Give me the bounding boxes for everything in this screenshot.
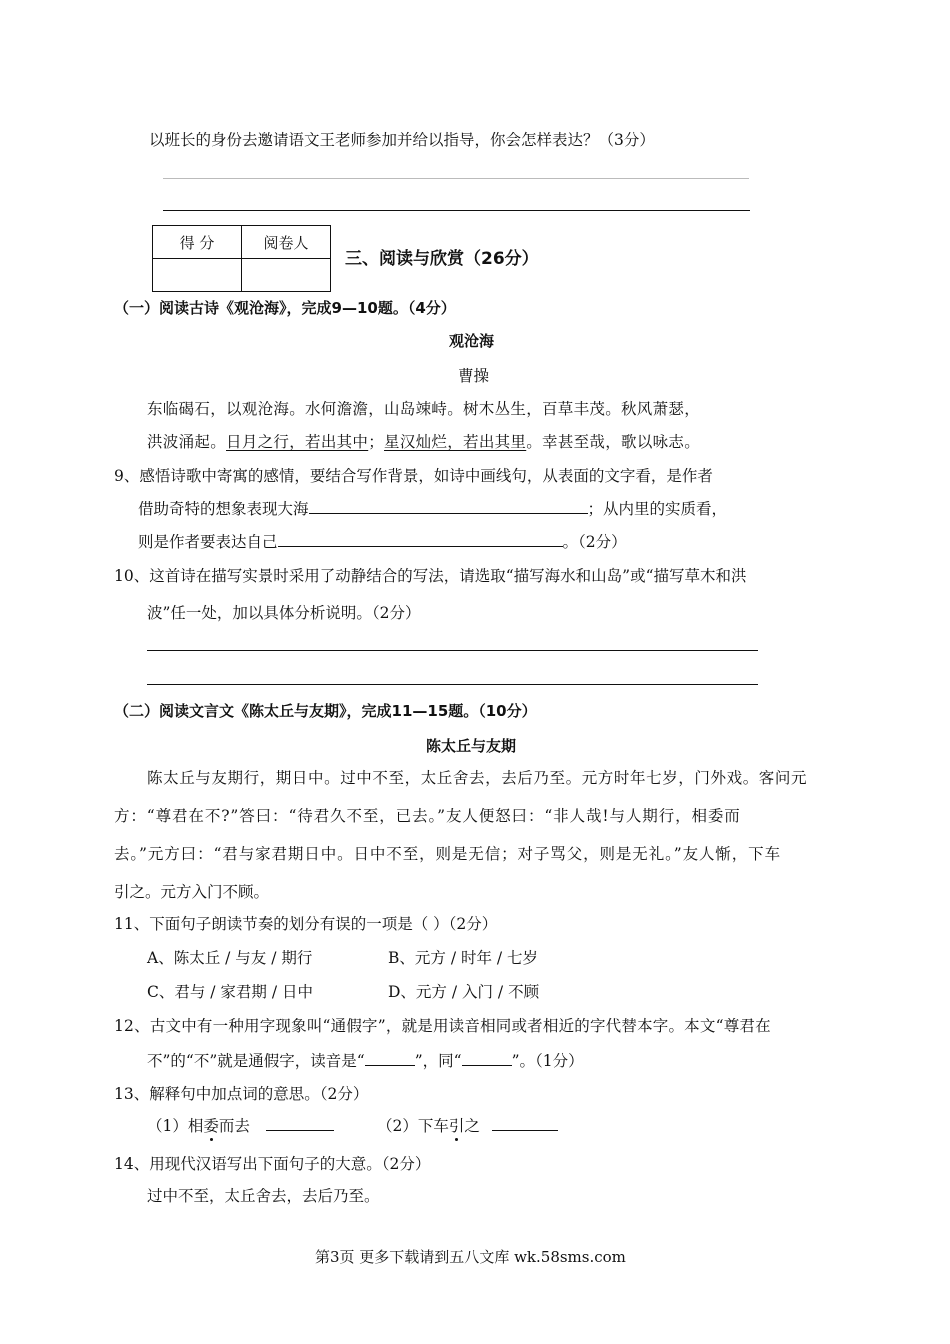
q10-line-1: 10、这首诗在描写实景时采用了动静结合的写法，请选取“描写海水和山岛”或“描写草木和洪: [114, 567, 747, 585]
q13-blank-2[interactable]: [492, 1129, 558, 1131]
q13-item-2-a: （2）下车: [377, 1117, 449, 1135]
poem-line-2-e: 。幸甚至哉，歌以咏志。: [526, 433, 701, 451]
answer-line: [163, 210, 750, 211]
q10-answer-line-1: [147, 650, 758, 651]
q14-sentence: 过中不至，太丘舍去，去后乃至。: [147, 1187, 380, 1205]
q11-option-b[interactable]: B、元方 / 时年 / 七岁: [388, 949, 539, 967]
q9-line-2-a: 借助奇特的想象表现大海: [138, 500, 309, 518]
q12-line-2-c: ”。（1分）: [511, 1052, 584, 1070]
part2-heading: （二）阅读文言文《陈太丘与友期》，完成11—15题。（10分）: [114, 702, 537, 720]
text-title: 陈太丘与友期: [426, 737, 517, 755]
page-footer: 第3页 更多下载请到五八文库 wk.58sms.com: [315, 1248, 626, 1266]
q13-item-1: [147, 1114, 334, 1136]
q9-blank-1[interactable]: [309, 512, 588, 514]
q9-line-3-b: 。（2分）: [562, 533, 627, 551]
q11: 11、下面句子朗读节奏的划分有误的一项是（ ）（2分）: [114, 915, 498, 933]
q13-blank-1[interactable]: [266, 1129, 334, 1131]
q12-line-2: [147, 1049, 584, 1071]
q13-item-1-c: 而去: [218, 1117, 250, 1135]
q9-line-3-a: 则是作者要表达自己: [138, 533, 278, 551]
part1-heading: （一）阅读古诗《观沧海》，完成9—10题。（4分）: [114, 299, 456, 317]
q10-line-2: 波”任一处，加以具体分析说明。（2分）: [147, 604, 421, 622]
para-line-1: 陈太丘与友期行，期日中。过中不至，太丘舍去，去后乃至。元方时年七岁，门外戏。客问元: [147, 769, 808, 787]
q13-item-2: [377, 1114, 558, 1136]
para-line-2: 方：“尊君在不?”答曰：“待君久不至，已去。”友人便怒曰：“非人哉!与人期行，相委而: [114, 807, 741, 825]
poem-line-2-c: ；: [368, 433, 385, 451]
para-line-3: 去。”元方曰：“君与家君期日中。日中不至，则是无信；对子骂父，则是无礼。”友人惭，下车: [114, 845, 781, 863]
poem-line-1: 东临碣石，以观沧海。水何澹澹，山岛竦峙。树木丛生，百草丰茂。秋风萧瑟，: [147, 400, 701, 418]
poem-author: 曹操: [458, 367, 490, 385]
q12-blank-pronunciation[interactable]: [365, 1064, 415, 1066]
q13: 13、解释句中加点词的意思。（2分）: [114, 1085, 369, 1103]
score-table: [152, 225, 331, 292]
intro-question: 以班长的身份去邀请语文王老师参加并给以指导，你会怎样表达？（3分）: [149, 131, 655, 149]
q11-option-d[interactable]: D、元方 / 入门 / 不顾: [388, 983, 540, 1001]
score-cell: [153, 259, 242, 292]
q9-line-2-b: ；从内里的实质看，: [587, 500, 728, 518]
score-header: 得 分: [153, 226, 242, 259]
q9-line-1: 9、感悟诗歌中寄寓的感情，要结合写作背景，如诗中画线句，从表面的文字看，是作者: [114, 467, 713, 485]
q12-blank-character[interactable]: [462, 1064, 512, 1066]
q11-option-a[interactable]: A、陈太丘 / 与友 / 期行: [147, 949, 313, 967]
answer-line-faint: [163, 178, 749, 179]
q9-line-3: [138, 530, 627, 552]
dotted-word-wei: 委: [203, 1117, 219, 1135]
grader-header: 阅卷人: [242, 226, 331, 259]
underlined-line-1: 日月之行，若出其中: [226, 433, 369, 451]
dotted-word-yin: 引: [448, 1117, 465, 1135]
q12-line-2-a: 不”的“不”就是通假字，读音是“: [147, 1052, 365, 1070]
q9-blank-2[interactable]: [278, 545, 563, 547]
underlined-line-2: 星汉灿烂，若出其里: [384, 433, 527, 451]
q13-item-2-c: 之: [464, 1117, 480, 1135]
q10-answer-line-2: [147, 684, 758, 685]
section3-title: 三、阅读与欣赏（26分）: [345, 249, 539, 269]
q14: 14、用现代汉语写出下面句子的大意。（2分）: [114, 1155, 431, 1173]
poem-line-2-a: 洪波涌起。: [147, 433, 227, 451]
poem-title: 观沧海: [449, 332, 495, 350]
q13-item-1-a: （1）相: [147, 1117, 204, 1135]
q12-line-2-b: ”，同“: [414, 1052, 462, 1070]
q9-line-2: [138, 497, 727, 519]
para-line-4: 引之。元方入门不顾。: [114, 883, 270, 901]
q11-option-c[interactable]: C、君与 / 家君期 / 日中: [147, 983, 314, 1001]
q12-line-1: 12、古文中有一种用字现象叫“通假字”，就是用读音相同或者相近的字代替本字。本文“尊君在: [114, 1017, 771, 1035]
poem-line-2: [147, 430, 700, 452]
grader-cell: [242, 259, 331, 292]
